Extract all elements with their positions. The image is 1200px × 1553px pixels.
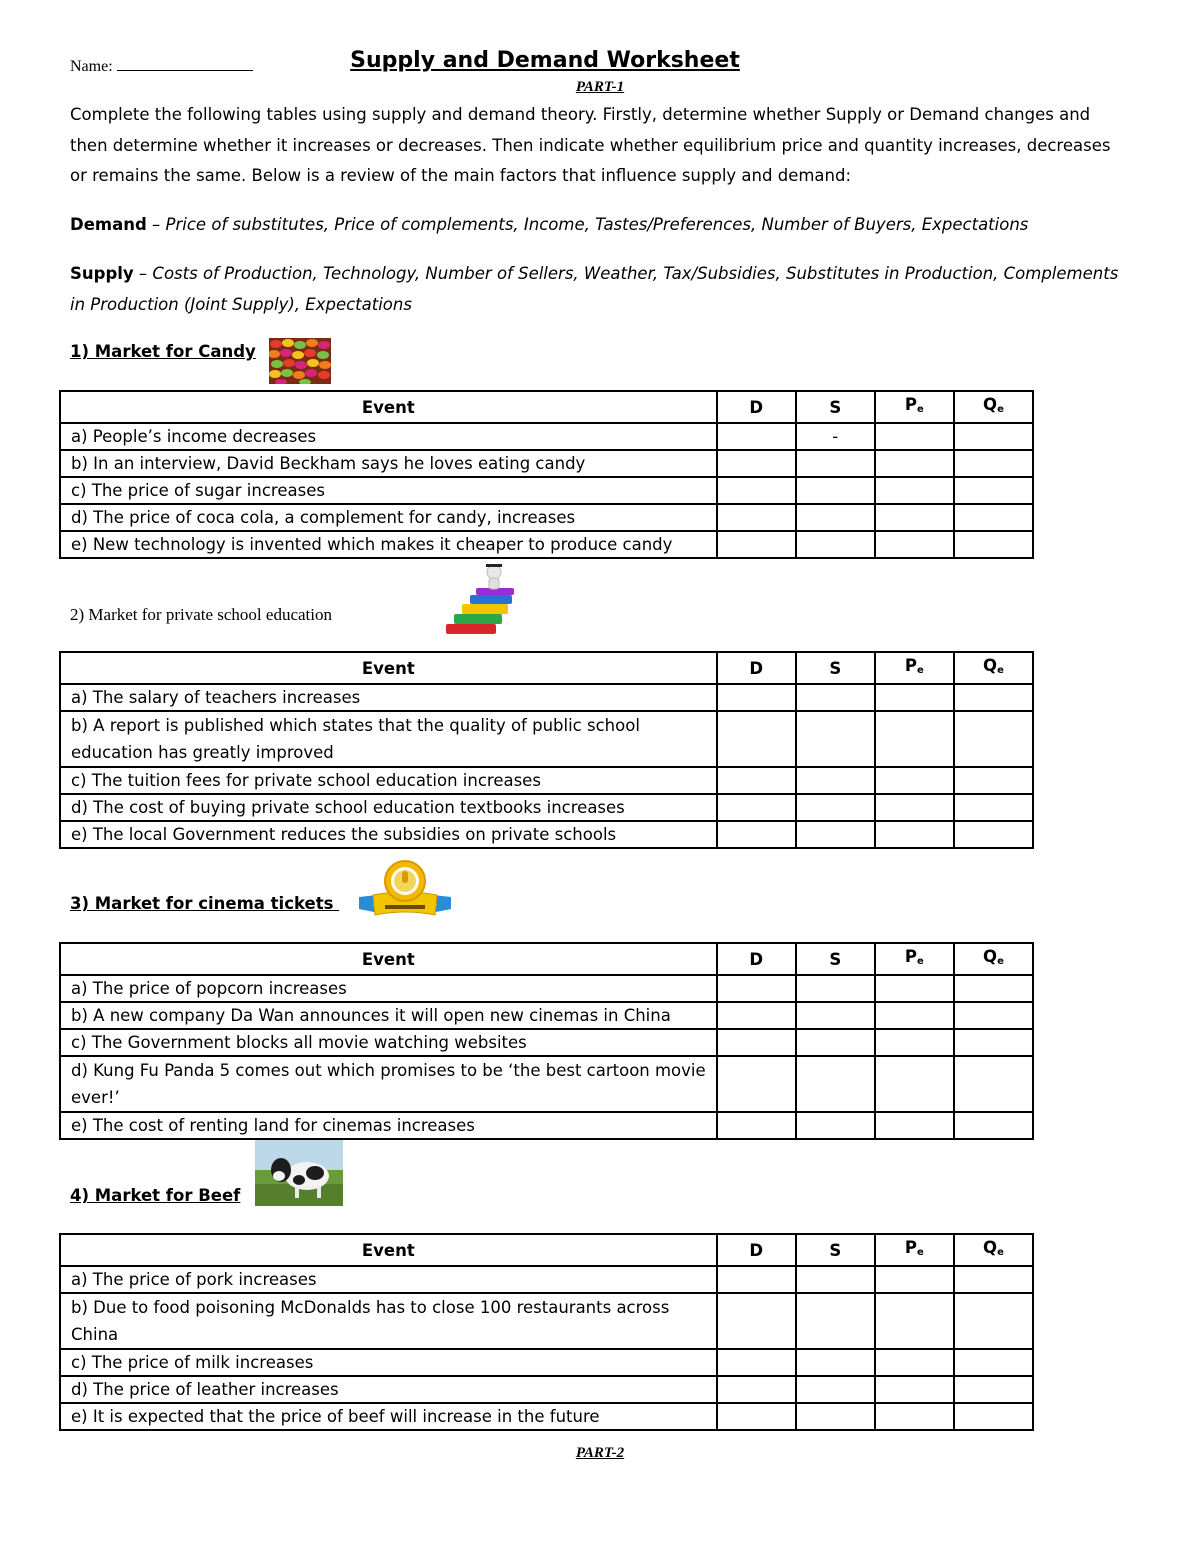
demand-answer-cell[interactable] <box>717 975 796 1002</box>
price-answer-cell[interactable] <box>875 531 954 558</box>
supply-answer-cell[interactable] <box>796 1056 875 1112</box>
quantity-answer-cell[interactable] <box>954 975 1033 1002</box>
demand-answer-cell[interactable] <box>717 1376 796 1403</box>
price-header <box>875 652 954 684</box>
demand-answer-cell[interactable] <box>717 423 796 450</box>
price-answer-cell[interactable] <box>875 1349 954 1376</box>
demand-answer-cell[interactable] <box>717 1349 796 1376</box>
supply-header: S <box>796 652 875 684</box>
quantity-answer-cell[interactable] <box>954 477 1033 504</box>
event-cell: e) The local Government reduces the subsidies on private schools <box>60 821 717 848</box>
demand-header: D <box>717 943 796 975</box>
supply-answer-cell[interactable] <box>796 1403 875 1430</box>
quantity-answer-cell[interactable] <box>954 450 1033 477</box>
demand-header: D <box>717 652 796 684</box>
event-cell: d) The price of leather increases <box>60 1376 717 1403</box>
event-cell: b) A report is published which states that the quality of public school education has greatly improved <box>60 711 717 767</box>
supply-answer-cell[interactable] <box>796 794 875 821</box>
quantity-header-sub: e <box>997 665 1004 676</box>
table-row <box>60 477 1033 504</box>
supply-answer-cell[interactable] <box>796 1029 875 1056</box>
supply-answer-cell[interactable] <box>796 477 875 504</box>
price-header-sub: e <box>917 665 924 676</box>
price-answer-cell[interactable] <box>875 711 954 767</box>
demand-answer-cell[interactable] <box>717 531 796 558</box>
name-label: Name: <box>70 58 113 75</box>
quantity-answer-cell[interactable] <box>954 1349 1033 1376</box>
event-cell: c) The price of milk increases <box>60 1349 717 1376</box>
quantity-header <box>954 391 1033 423</box>
table-row <box>60 794 1033 821</box>
demand-factors <box>70 210 1130 240</box>
supply-answer-cell[interactable] <box>796 1002 875 1029</box>
price-header <box>875 391 954 423</box>
price-answer-cell[interactable] <box>875 504 954 531</box>
part-2-label: PART-2 <box>575 1445 625 1461</box>
event-cell: b) In an interview, David Beckham says he loves eating candy <box>60 450 717 477</box>
quantity-header-sub: e <box>997 1247 1004 1258</box>
supply-answer-cell[interactable] <box>796 821 875 848</box>
demand-answer-cell[interactable] <box>717 767 796 794</box>
event-cell: c) The Government blocks all movie watching websites <box>60 1029 717 1056</box>
event-header: Event <box>60 943 717 975</box>
price-answer-cell[interactable] <box>875 1293 954 1349</box>
table-row <box>60 1056 1033 1112</box>
event-cell: e) The cost of renting land for cinemas increases <box>60 1112 717 1139</box>
price-answer-cell[interactable] <box>875 1266 954 1293</box>
table-row <box>60 684 1033 711</box>
quantity-answer-cell[interactable] <box>954 711 1033 767</box>
cow-icon <box>255 1140 343 1206</box>
market-3-heading-text: 3) Market for cinema tickets <box>70 894 334 913</box>
demand-answer-cell[interactable] <box>717 477 796 504</box>
quantity-answer-cell[interactable] <box>954 684 1033 711</box>
price-answer-cell[interactable] <box>875 450 954 477</box>
quantity-answer-cell[interactable] <box>954 1403 1033 1430</box>
event-cell: a) The salary of teachers increases <box>60 684 717 711</box>
quantity-answer-cell[interactable] <box>954 821 1033 848</box>
price-answer-cell[interactable] <box>875 1002 954 1029</box>
price-header-letter: P <box>904 1238 918 1257</box>
supply-answer-cell[interactable] <box>796 1349 875 1376</box>
price-answer-cell[interactable] <box>875 1403 954 1430</box>
price-answer-cell[interactable] <box>875 821 954 848</box>
quantity-answer-cell[interactable] <box>954 1056 1033 1112</box>
graduate-books-icon <box>444 562 532 638</box>
supply-answer-cell[interactable] <box>796 1376 875 1403</box>
table-row <box>60 975 1033 1002</box>
supply-dash: – <box>138 264 148 283</box>
candy-table <box>59 390 1034 559</box>
supply-answer-cell[interactable] <box>796 1266 875 1293</box>
price-answer-cell[interactable] <box>875 975 954 1002</box>
event-header: Event <box>60 1234 717 1266</box>
event-cell: a) People’s income decreases <box>60 423 717 450</box>
event-cell: e) New technology is invented which makes it cheaper to produce candy <box>60 531 717 558</box>
quantity-answer-cell[interactable] <box>954 767 1033 794</box>
market-2-heading: 2) Market for private school education <box>70 605 332 624</box>
quantity-header-letter: Q <box>983 947 998 966</box>
price-answer-cell[interactable] <box>875 1056 954 1112</box>
event-cell: b) Due to food poisoning McDonalds has to close 100 restaurants across China <box>60 1293 717 1349</box>
quantity-answer-cell[interactable] <box>954 531 1033 558</box>
supply-header: S <box>796 391 875 423</box>
price-answer-cell[interactable] <box>875 794 954 821</box>
demand-answer-cell[interactable] <box>717 1266 796 1293</box>
table-row <box>60 711 1033 767</box>
table-row <box>60 450 1033 477</box>
demand-answer-cell[interactable] <box>717 684 796 711</box>
quantity-header-sub: e <box>997 956 1004 967</box>
table-header-row <box>60 943 1033 975</box>
supply-factors <box>70 259 1130 320</box>
supply-answer-cell[interactable]: - <box>796 423 875 450</box>
table-row <box>60 1266 1033 1293</box>
table-row <box>60 767 1033 794</box>
price-answer-cell[interactable] <box>875 423 954 450</box>
supply-answer-cell[interactable] <box>796 1293 875 1349</box>
supply-answer-cell[interactable] <box>796 711 875 767</box>
table-row <box>60 1029 1033 1056</box>
demand-header: D <box>717 1234 796 1266</box>
market-3-heading <box>70 894 339 913</box>
table-row <box>60 1376 1033 1403</box>
supply-answer-cell[interactable] <box>796 531 875 558</box>
table-row <box>60 423 1033 450</box>
price-answer-cell[interactable] <box>875 477 954 504</box>
table-row <box>60 1112 1033 1139</box>
quantity-header <box>954 1234 1033 1266</box>
cinema-table <box>59 942 1034 1140</box>
school-table <box>59 651 1034 849</box>
supply-header: S <box>796 1234 875 1266</box>
instructions-paragraph: Complete the following tables using supply and demand theory. Firstly, determine whether Supply or Demand changes and then determine whether it increases or decreases. Then indicate whether equilibrium price and quantity increases, decreases or remains the same. Below is a review of the main factors that influence supply and demand: <box>70 105 1111 185</box>
demand-answer-cell[interactable] <box>717 1002 796 1029</box>
supply-answer-cell[interactable] <box>796 450 875 477</box>
price-answer-cell[interactable] <box>875 767 954 794</box>
quantity-answer-cell[interactable] <box>954 1002 1033 1029</box>
supply-answer-cell[interactable] <box>796 975 875 1002</box>
demand-answer-cell[interactable] <box>717 1403 796 1430</box>
quantity-answer-cell[interactable] <box>954 1293 1033 1349</box>
quantity-answer-cell[interactable] <box>954 794 1033 821</box>
demand-answer-cell[interactable] <box>717 504 796 531</box>
quantity-header-letter: Q <box>983 395 998 414</box>
price-header-sub: e <box>917 956 924 967</box>
demand-answer-cell[interactable] <box>717 794 796 821</box>
price-header-letter: P <box>904 656 918 675</box>
table-row <box>60 531 1033 558</box>
demand-answer-cell[interactable] <box>717 711 796 767</box>
supply-answer-cell[interactable] <box>796 504 875 531</box>
quantity-answer-cell[interactable] <box>954 1266 1033 1293</box>
supply-header: S <box>796 943 875 975</box>
price-answer-cell[interactable] <box>875 1376 954 1403</box>
demand-dash: – <box>152 215 161 234</box>
quantity-answer-cell[interactable] <box>954 1112 1033 1139</box>
table-row <box>60 1349 1033 1376</box>
quantity-answer-cell[interactable] <box>954 1376 1033 1403</box>
supply-answer-cell[interactable] <box>796 1112 875 1139</box>
demand-answer-cell[interactable] <box>717 1056 796 1112</box>
event-cell: a) The price of pork increases <box>60 1266 717 1293</box>
event-cell: c) The price of sugar increases <box>60 477 717 504</box>
quantity-header-sub: e <box>997 404 1004 415</box>
event-cell: d) Kung Fu Panda 5 comes out which promises to be ‘the best cartoon movie ever!’ <box>60 1056 717 1112</box>
supply-answer-cell[interactable] <box>796 767 875 794</box>
demand-answer-cell[interactable] <box>717 821 796 848</box>
supply-factor-list: Costs of Production, Technology, Number of Sellers, Weather, Tax/Subsidies, Substitutes in Production, Complements in Production (Joint Supply), Expectations <box>70 264 1119 314</box>
supply-answer-cell[interactable] <box>796 684 875 711</box>
demand-answer-cell[interactable] <box>717 1029 796 1056</box>
price-header-letter: P <box>904 947 918 966</box>
price-answer-cell[interactable] <box>875 1029 954 1056</box>
demand-answer-cell[interactable] <box>717 450 796 477</box>
beef-table <box>59 1233 1034 1431</box>
demand-header: D <box>717 391 796 423</box>
event-header: Event <box>60 391 717 423</box>
table-row <box>60 504 1033 531</box>
price-header-sub: e <box>917 404 924 415</box>
table-header-row <box>60 1234 1033 1266</box>
price-header <box>875 943 954 975</box>
demand-answer-cell[interactable] <box>717 1112 796 1139</box>
event-cell: e) It is expected that the price of beef will increase in the future <box>60 1403 717 1430</box>
event-cell: b) A new company Da Wan announces it will open new cinemas in China <box>60 1002 717 1029</box>
quantity-header-letter: Q <box>983 656 998 675</box>
part-1-label: PART-1 <box>575 79 625 95</box>
price-header-letter: P <box>904 395 918 414</box>
quantity-answer-cell[interactable] <box>954 423 1033 450</box>
demand-label: Demand <box>70 215 147 234</box>
table-row <box>60 821 1033 848</box>
table-row <box>60 1293 1033 1349</box>
quantity-answer-cell[interactable] <box>954 1029 1033 1056</box>
table-row <box>60 1403 1033 1430</box>
quantity-answer-cell[interactable] <box>954 504 1033 531</box>
candy-icon <box>269 338 331 384</box>
price-answer-cell[interactable] <box>875 684 954 711</box>
demand-answer-cell[interactable] <box>717 1293 796 1349</box>
cinema-award-icon <box>355 857 455 919</box>
table-header-row <box>60 652 1033 684</box>
event-header: Event <box>60 652 717 684</box>
market-4-heading: 4) Market for Beef <box>70 1186 241 1205</box>
quantity-header <box>954 943 1033 975</box>
demand-factor-list: Price of substitutes, Price of complements, Income, Tastes/Preferences, Number of Buyers, Expectations <box>165 215 1029 234</box>
quantity-header <box>954 652 1033 684</box>
price-answer-cell[interactable] <box>875 1112 954 1139</box>
price-header <box>875 1234 954 1266</box>
table-header-row <box>60 391 1033 423</box>
event-cell: a) The price of popcorn increases <box>60 975 717 1002</box>
market-1-heading: 1) Market for Candy <box>70 342 256 361</box>
worksheet-title: Supply and Demand Worksheet <box>350 48 740 73</box>
event-cell: c) The tuition fees for private school education increases <box>60 767 717 794</box>
price-header-sub: e <box>917 1247 924 1258</box>
quantity-header-letter: Q <box>983 1238 998 1257</box>
event-cell: d) The price of coca cola, a complement for candy, increases <box>60 504 717 531</box>
supply-label: Supply <box>70 264 134 283</box>
table-row <box>60 1002 1033 1029</box>
event-cell: d) The cost of buying private school education textbooks increases <box>60 794 717 821</box>
